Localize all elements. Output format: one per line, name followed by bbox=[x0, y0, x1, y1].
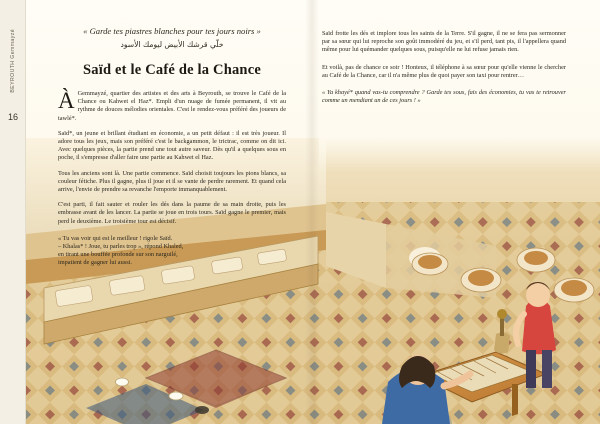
dialogue-line: en tirant une bouffée profonde sur son narguilé, bbox=[58, 251, 178, 259]
left-page-text bbox=[58, 26, 286, 268]
spine-label-text: BEYROUTH Gemmayzé bbox=[9, 29, 16, 93]
spine-label bbox=[0, 6, 26, 116]
paragraph-text: Gemmayzé, quartier des artistes et des arts à Beyrouth, se trouve le Café de la Chance ou Kahwet el Haz*. Empli d'un nuage de fumée permanent, il vit au rythme de douces mélodies orientales. C'est le rendez-vous préféré des joueurs de tawlé*. bbox=[58, 90, 286, 122]
epigraph-arabic: خلّي قرشك الأبيض ليومك الأسود bbox=[120, 40, 224, 49]
dialogue-line: – Khalas* ! Joue, tu parles trop », répond Khaled, bbox=[58, 243, 184, 251]
epigraph-french: « Garde tes piastres blanches pour tes jours noirs » bbox=[83, 26, 261, 36]
dialogue-line: « Tu vas voir qui est le meilleur ! rigole Saïd. bbox=[58, 234, 173, 242]
page-number: 16 bbox=[7, 112, 18, 122]
paragraph: C'est parti, il fait sauter et rouler les dés dans la paume de sa main droite, puis les embrasse avant de les lancer. La partie se joue en trois tours. Saïd gagne le premier, mais perd le deuxième. Le troisième tour est décisif. bbox=[58, 201, 286, 225]
dialogue-line: impatient de gagner lui aussi. bbox=[58, 259, 132, 267]
right-page-text bbox=[322, 30, 566, 105]
paragraph bbox=[58, 90, 286, 123]
paragraph: Saïd frotte les dés et implore tous les saints de la Terre. S'il gagne, il ne se fera pas sermonner par sa sœur qui lui reproche son goût immodéré du jeu, et s'il perd, tant pis, il l'appellera quand même pour lui quémander quelques sous, puisqu'elle ne lui refuse jamais rien. bbox=[322, 30, 566, 54]
story-title: Saïd et le Café de la Chance bbox=[83, 62, 261, 78]
paragraph: Saïd*, un jeune et brillant étudiant en économie, a un petit défaut : il est très joueur. Il adore tous les jeux, mais son préféré c'est le backgammon, le trictrac, comme on dit ici. Avec quelques pièces, la partie prend une tout autre saveur. Dès qu'il a quelques sous en poche, il s'empresse d'aller faire une partie au Kahwet el Haz. bbox=[58, 129, 286, 162]
paragraph: Tous les anciens sont là. Une partie commence. Saïd choisit toujours les pions blancs, sa couleur fétiche. Plus il gagne, plus il joue et il se vante de perdre rarement. Et quand cela arrive, l'envie de prendre sa revanche l'emporte immanquablement. bbox=[58, 169, 286, 194]
paragraph: « Ya khayé* quand vas-tu comprendre ? Garde tes sous, fais des économies, tu vas te retrouver comme un mendiant un de ces jours ! » bbox=[322, 89, 566, 105]
paragraph: Et voilà, pas de chance ce soir ! Honteux, il téléphone à sa sœur pour qu'elle vienne le chercher au Café de la Chance, car il n'a même plus de quoi payer son taxi pour rentrer… bbox=[322, 63, 566, 79]
spine-tab bbox=[0, 0, 26, 424]
drop-cap: À bbox=[58, 88, 75, 113]
